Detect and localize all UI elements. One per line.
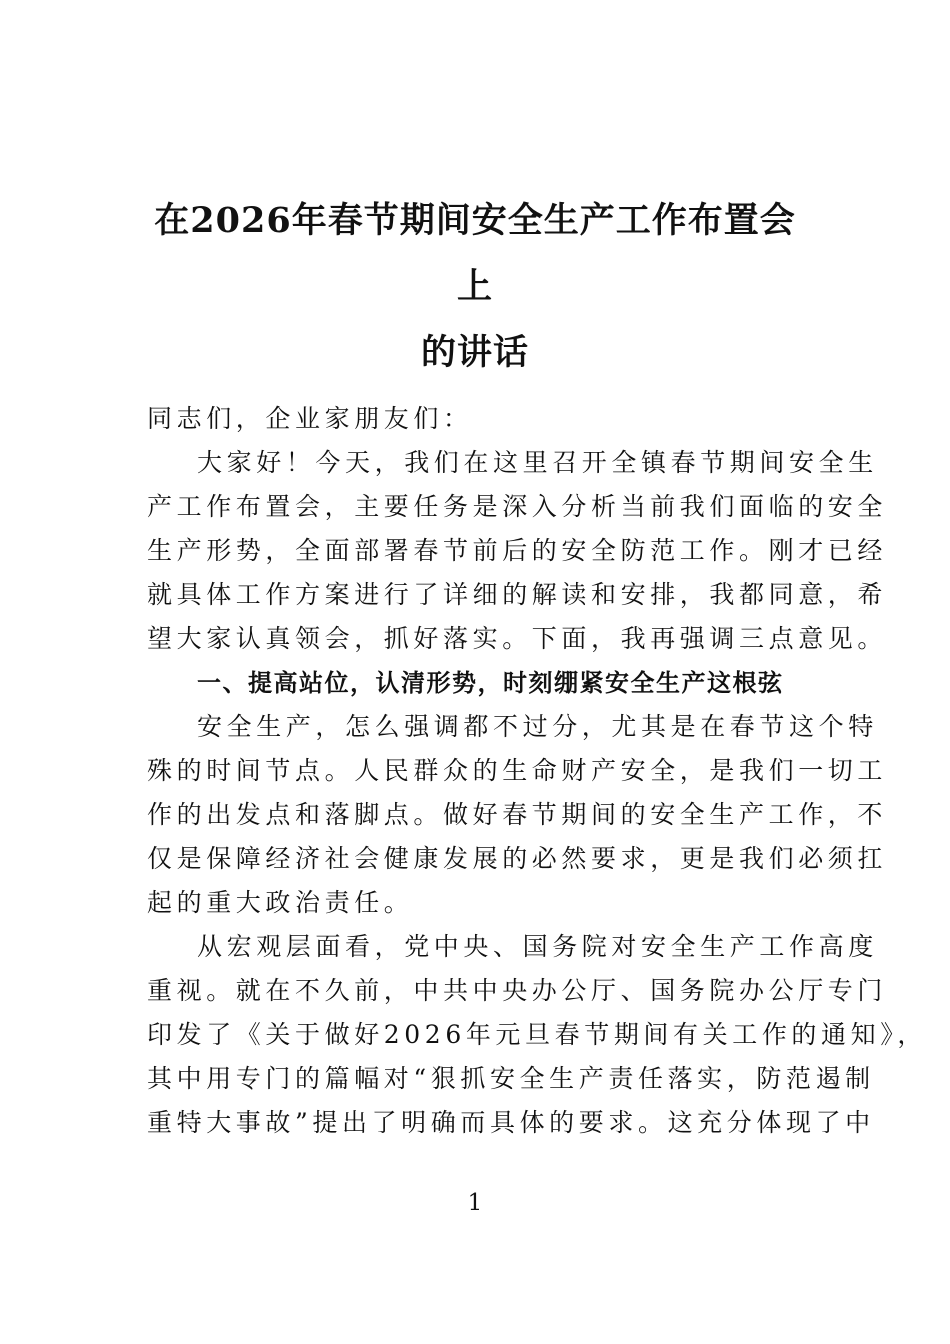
paragraph-line: 仅是保障经济社会健康发展的必然要求，更是我们必须扛	[147, 844, 888, 873]
salutation: 同志们，企业家朋友们：	[147, 404, 473, 433]
title-line-1: 在2026年春节期间安全生产工作布置会上	[154, 200, 796, 307]
paragraph-line: 重视。就在不久前，中共中央办公厅、国务院办公厅专门	[147, 976, 888, 1005]
page-number: 1	[467, 1190, 483, 1216]
section-heading: 一、提高站位，认清形势，时刻绷紧安全生产这根弦	[197, 669, 784, 697]
paragraph-line: 其中用专门的篇幅对“狠抓安全生产责任落实，防范遏制	[147, 1064, 875, 1093]
intro-line: 大家好！今天，我们在这里召开全镇春节期间安全生	[197, 448, 878, 477]
paragraph-line: 作的出发点和落脚点。做好春节期间的安全生产工作，不	[147, 800, 888, 829]
document-body	[147, 397, 927, 1145]
intro-line: 望大家认真领会，抓好落实。下面，我再强调三点意见。	[147, 624, 888, 653]
paragraph-line: 重特大事故”提出了明确而具体的要求。这充分体现了中	[147, 1108, 875, 1137]
intro-line: 就具体工作方案进行了详细的解读和安排，我都同意，希	[147, 580, 888, 609]
paragraph-line: 起的重大政治责任。	[147, 888, 414, 917]
paragraph-line: 殊的时间节点。人民群众的生命财产安全，是我们一切工	[147, 756, 888, 785]
intro-line: 生产形势，全面部署春节前后的安全防范工作。刚才已经	[147, 536, 888, 565]
paragraph-line: 安全生产，怎么强调都不过分，尤其是在春节这个特	[197, 712, 878, 741]
paragraph-line: 印发了《关于做好2026年元旦春节期间有关工作的通知》，	[147, 1020, 927, 1049]
paragraph-line: 从宏观层面看，党中央、国务院对安全生产工作高度	[197, 932, 878, 961]
title-line-2: 的讲话	[420, 332, 529, 373]
document-title	[140, 188, 810, 386]
intro-line: 产工作布置会，主要任务是深入分析当前我们面临的安全	[147, 492, 888, 521]
